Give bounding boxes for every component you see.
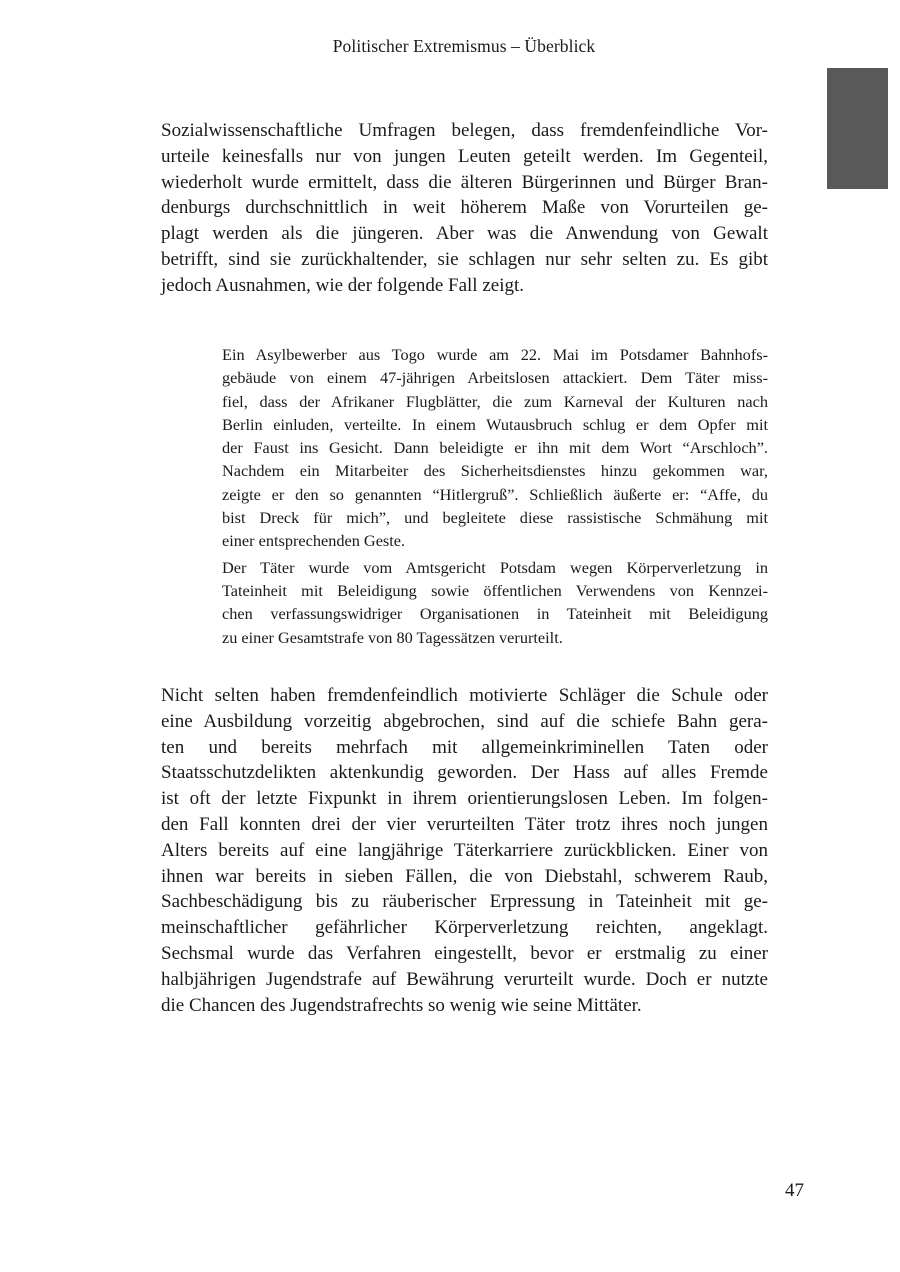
text-line: Staatsschutzdelikten aktenkundig geworden. Der Hass auf alles Fremde [161, 762, 768, 784]
text-line: halbjährigen Jugendstrafe auf Bewährung verurteilt wurde. Doch er nutzte [161, 968, 768, 990]
text-line: Der Täter wurde vom Amtsgericht Potsdam wegen Körperverletzung in [222, 557, 768, 577]
text-line: zu einer Gesamtstrafe von 80 Tagessätzen verurteilt. [222, 627, 563, 647]
case-report-paragraph-2 [222, 556, 768, 649]
text-line: wiederholt wurde ermittelt, dass die älteren Bürgerinnen und Bürger Bran- [161, 171, 768, 193]
case-report-paragraph-1 [222, 343, 768, 553]
text-line: ten und bereits mehrfach mit allgemeinkriminellen Taten oder [161, 736, 768, 758]
text-line: gebäude von einem 47-jährigen Arbeitslosen attackiert. Dem Täter miss- [222, 368, 768, 388]
text-line: Sachbeschädigung bis zu räuberischer Erpressung in Tateinheit mit ge- [161, 891, 768, 913]
text-line: plagt werden als die jüngeren. Aber was die Anwendung von Gewalt [161, 223, 768, 245]
text-line: jedoch Ausnahmen, wie der folgende Fall zeigt. [161, 274, 525, 296]
text-line: Ein Asylbewerber aus Togo wurde am 22. Mai im Potsdamer Bahnhofs- [222, 345, 768, 364]
text-line: Berlin einluden, verteilte. In einem Wutausbruch schlug er dem Opfer mit [222, 414, 768, 434]
text-line: einer entsprechenden Geste. [222, 531, 406, 551]
text-line: denburgs durchschnittlich in weit höherem Maße von Vorurteilen ge- [161, 197, 768, 219]
body-paragraph-2 [161, 683, 768, 1018]
text-line: zeigte er den so genannten “Hitlergruß”. Schließlich äußerte er: “Affe, du [222, 484, 768, 504]
text-line: ihnen war bereits in sieben Fällen, die von Diebstahl, schwerem Raub, [161, 865, 768, 887]
text-line: der Faust ins Gesicht. Dann beleidigte er ihn mit dem Wort “Arschloch”. [222, 438, 768, 458]
text-line: urteile keinesfalls nur von jungen Leuten geteilt werden. Im Gegenteil, [161, 145, 768, 167]
text-line: bist Dreck für mich”, und begleitete diese rassistische Schmähung mit [222, 508, 768, 528]
text-line: Sozialwissenschaftliche Umfragen belegen, dass fremdenfeindliche Vor- [161, 120, 768, 141]
running-header: Politischer Extremismus – Überblick [332, 36, 596, 56]
page-number: 47 [785, 1180, 804, 1201]
text-line: Tateinheit mit Beleidigung sowie öffentlichen Verwendens von Kennzei- [222, 580, 768, 600]
text-line: Sechsmal wurde das Verfahren eingestellt, bevor er erstmalig zu einer [161, 942, 768, 964]
text-line: eine Ausbildung vorzeitig abgebrochen, sind auf die schiefe Bahn gera- [161, 710, 768, 732]
text-line: Nachdem ein Mitarbeiter des Sicherheitsdienstes hinzu gekommen war, [222, 461, 768, 481]
text-line: fiel, dass der Afrikaner Flugblätter, die zum Karneval der Kulturen nach [222, 391, 768, 411]
text-line: den Fall konnten drei der vier verurteilten Täter trotz ihres noch jungen [161, 813, 768, 835]
body-paragraph-1 [161, 118, 768, 299]
case-report-excerpt [222, 343, 768, 649]
text-line: betrifft, sind sie zurückhaltender, sie schlagen nur sehr selten zu. Es gibt [161, 248, 768, 270]
text-line: chen verfassungswidriger Organisationen in Tateinheit mit Beleidigung [222, 604, 768, 624]
chapter-thumb-tab [827, 68, 888, 189]
text-line: meinschaftlicher gefährlicher Körperverletzung reichten, angeklagt. [161, 917, 768, 939]
text-line: ist oft der letzte Fixpunkt in ihrem orientierungslosen Leben. Im folgen- [161, 788, 768, 810]
text-line: Alters bereits auf eine langjährige Täterkarriere zurückblicken. Einer von [161, 839, 768, 861]
text-line: Nicht selten haben fremdenfeindlich motivierte Schläger die Schule oder [161, 685, 768, 706]
text-line: die Chancen des Jugendstrafrechts so wenig wie seine Mittäter. [161, 994, 642, 1016]
